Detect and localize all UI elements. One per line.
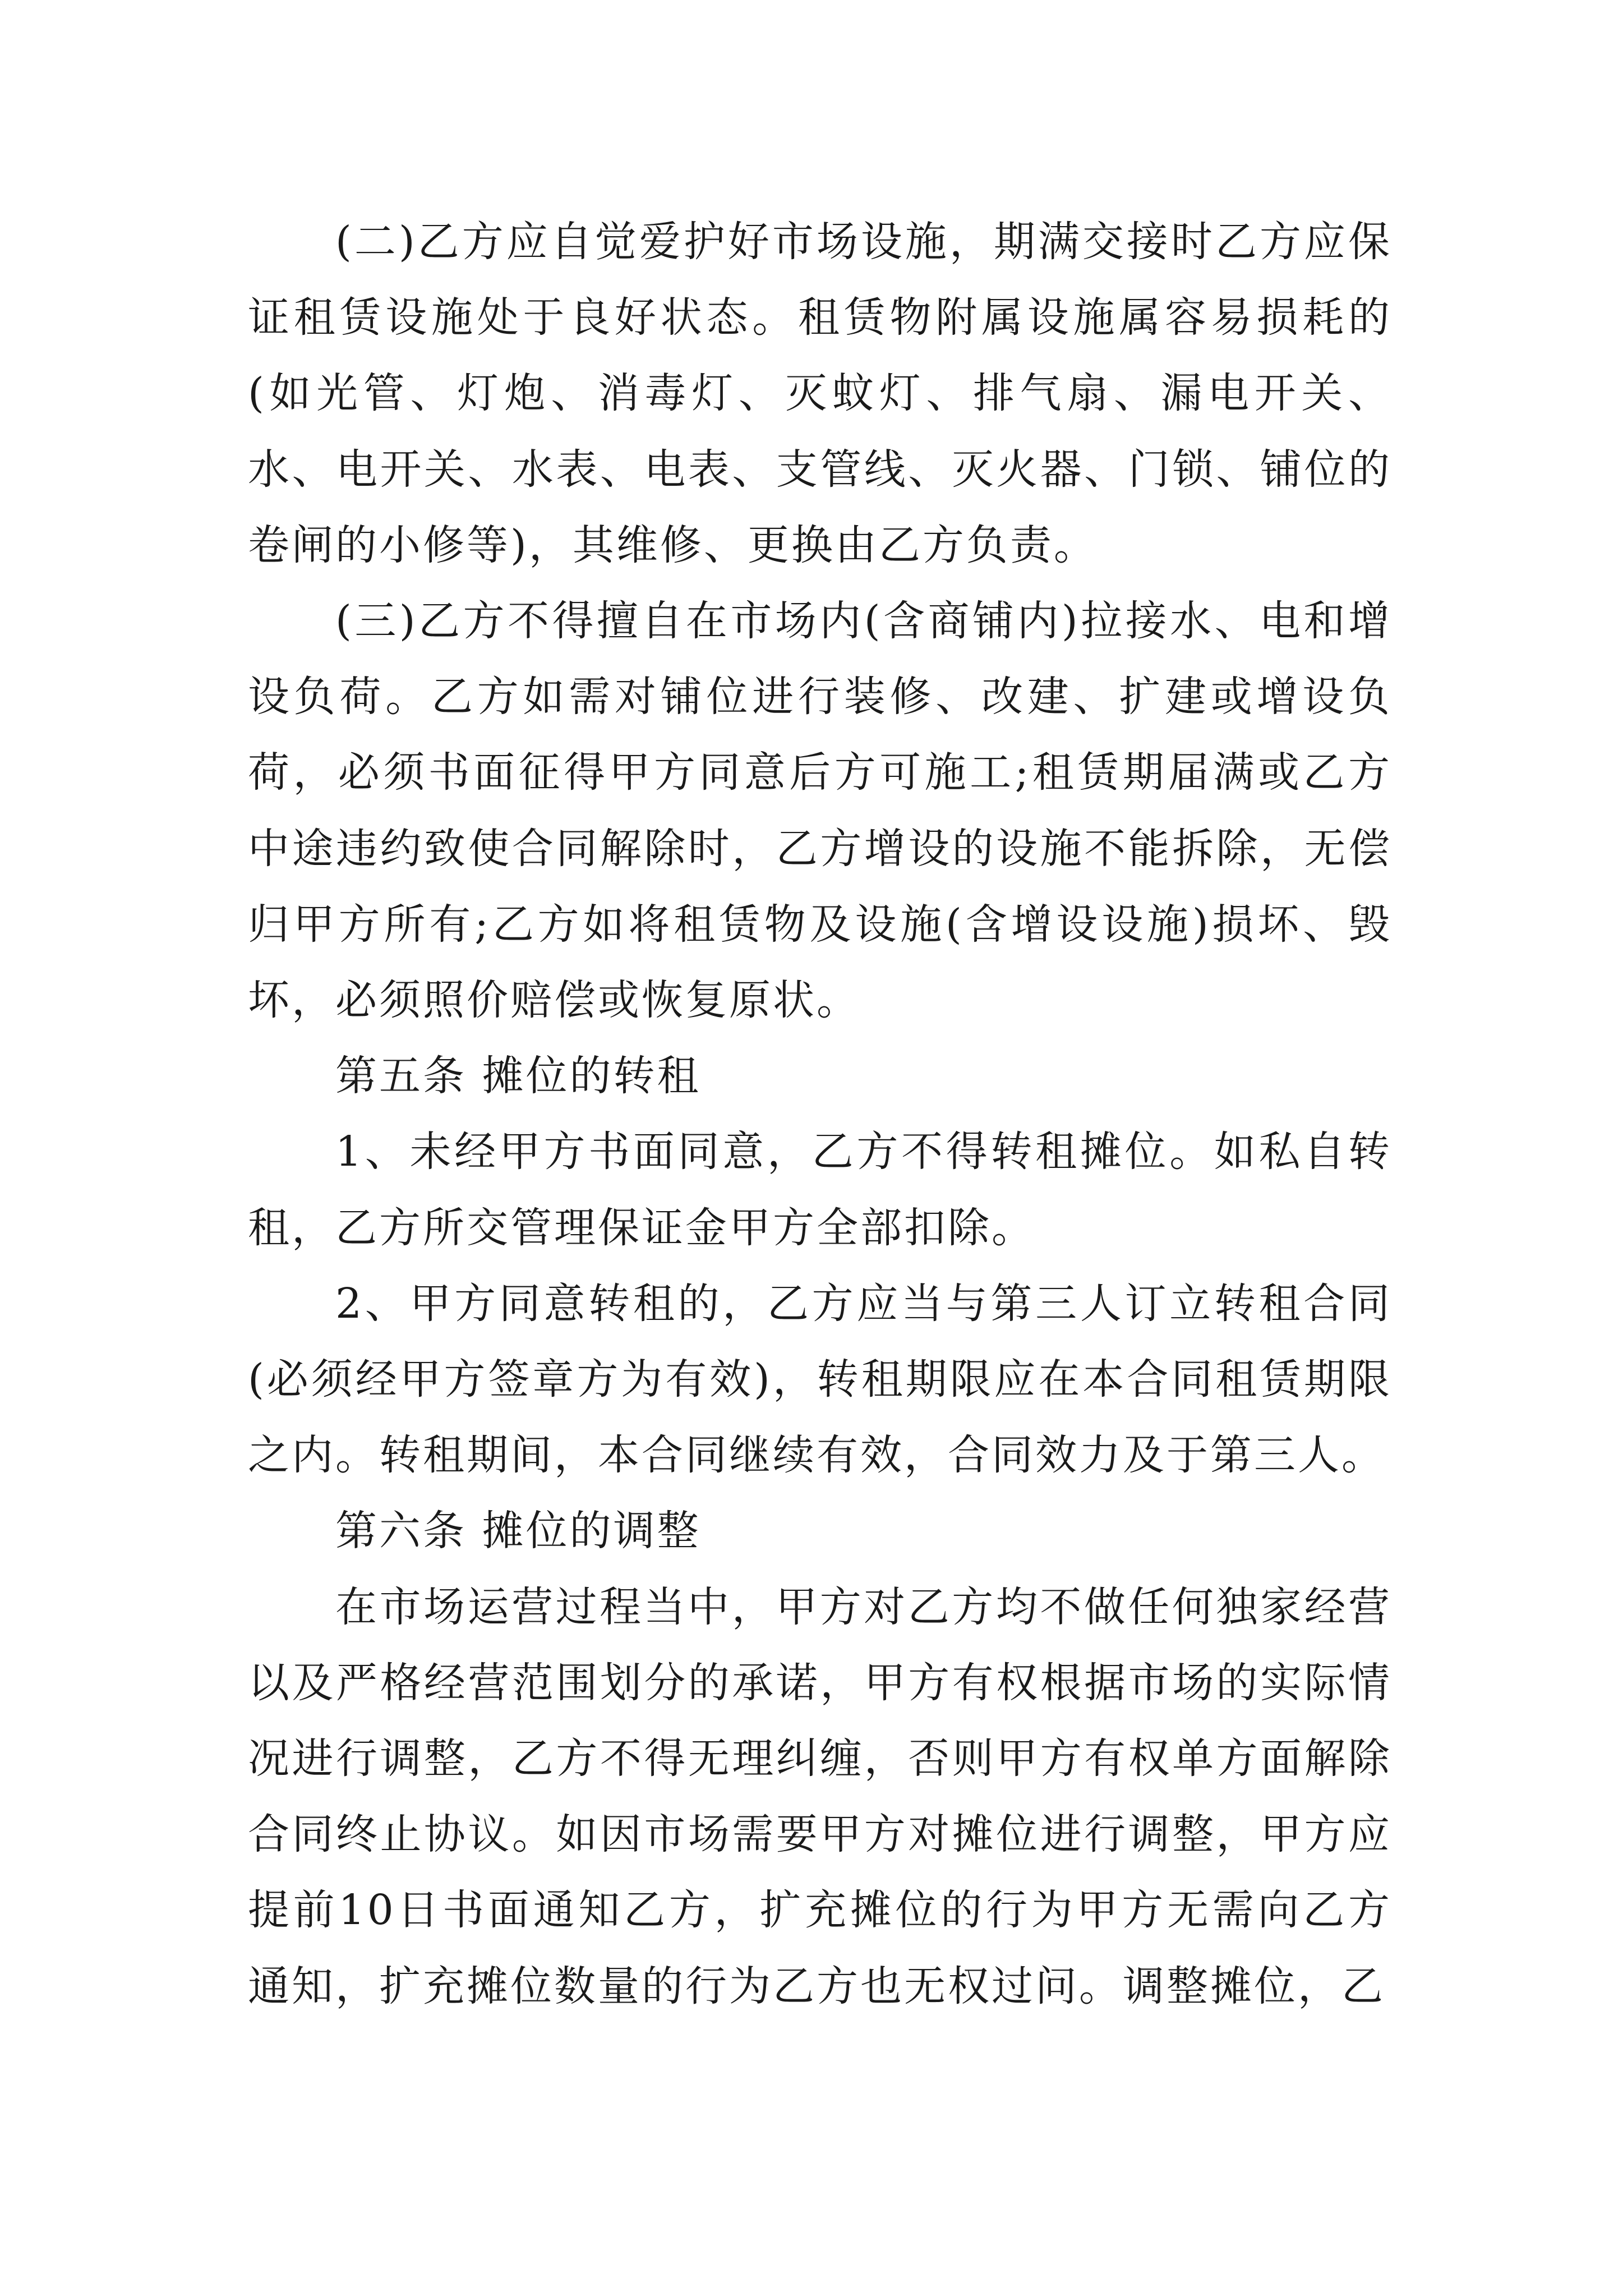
paragraph-load-modification: (三)乙方不得擅自在市场内(含商铺内)拉接水、电和增设负荷。乙方如需对铺位进行装修、改建、扩建或增设负荷，必须书面征得甲方同意后方可施工;租赁期届满或乙方中途违约致使合同解除时，乙方增设的设施不能拆除，无偿归甲方所有;乙方如将租赁物及设施(含增设设施)损坏、毁坏，必须照价赔偿或恢复原状。 bbox=[248, 597, 1392, 1025]
paragraph-facility-care: (二)乙方应自觉爱护好市场设施，期满交接时乙方应保证租赁设施处于良好状态。租赁物附属设施属容易损耗的(如光管、灯炮、消毒灯、灭蚊灯、排气扇、漏电开关、水、电开关、水表、电表、支管线、灭火器、门锁、铺位的卷闸的小修等)，其维修、更换由乙方负责。 bbox=[248, 218, 1392, 569]
paragraph-stall-adjustment: 在市场运营过程当中，甲方对乙方均不做任何独家经营以及严格经营范围划分的承诺，甲方有权根据市场的实际情况进行调整，乙方不得无理纠缠，否则甲方有权单方面解除合同终止协议。如因市场需要甲方对摊位进行调整，甲方应提前10日书面通知乙方，扩充摊位的行为甲方无需向乙方通知，扩充摊位数量的行为乙方也无权过问。调整摊位，乙 bbox=[248, 1582, 1392, 2010]
article-heading-sublease: 第五条 摊位的转租 bbox=[335, 1052, 701, 1101]
paragraph-sublease-contract: 2、甲方同意转租的，乙方应当与第三人订立转租合同(必须经甲方签章方为有效)，转租期限应在本合同租赁期限之内。转租期间，本合同继续有效，合同效力及于第三人。 bbox=[248, 1279, 1392, 1480]
article-heading-adjustment: 第六条 摊位的调整 bbox=[335, 1507, 701, 1556]
paragraph-sublease-consent: 1、未经甲方书面同意，乙方不得转租摊位。如私自转租，乙方所交管理保证金甲方全部扣除。 bbox=[248, 1128, 1392, 1252]
document-body bbox=[248, 204, 1392, 2024]
